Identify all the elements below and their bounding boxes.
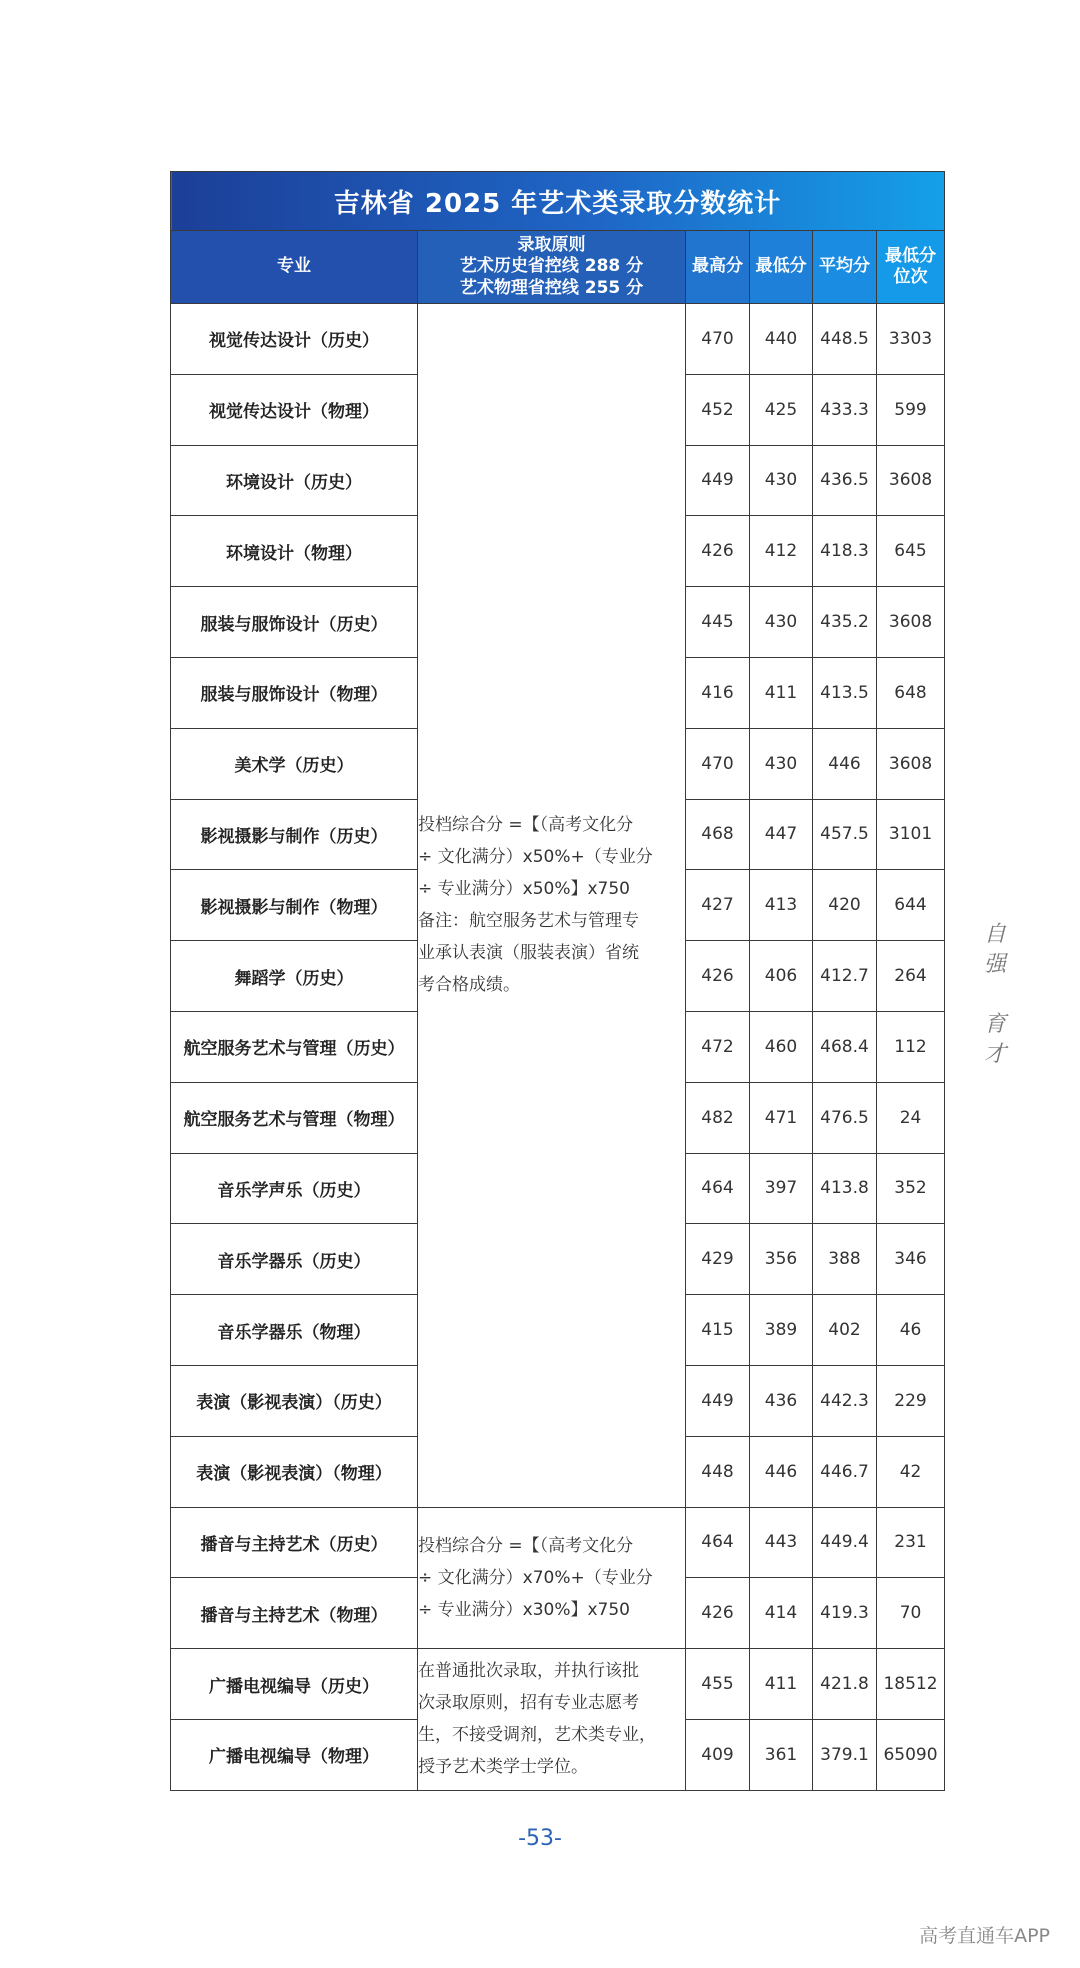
avg-score-cell: 433.3 (813, 374, 877, 445)
max-score-cell: 445 (686, 587, 750, 658)
admission-score-table (170, 171, 945, 1791)
avg-score-cell: 388 (813, 1224, 877, 1295)
min-rank-cell: 352 (877, 1153, 945, 1224)
min-rank-cell: 42 (877, 1436, 945, 1507)
major-cell: 影视摄影与制作（物理） (171, 870, 418, 941)
min-rank-cell: 3608 (877, 728, 945, 799)
max-score-cell: 470 (686, 728, 750, 799)
min-score-cell: 361 (750, 1719, 813, 1790)
rule-text-line: 业承认表演（服装表演）省统 (418, 943, 639, 964)
avg-score-cell: 413.5 (813, 657, 877, 728)
major-cell: 航空服务艺术与管理（物理） (171, 1082, 418, 1153)
admission-rule-cell (418, 1649, 686, 1791)
max-score-cell: 470 (686, 304, 750, 375)
major-cell: 环境设计（历史） (171, 445, 418, 516)
rule-text-line: ÷ 专业满分）x30%】x750 (418, 1599, 631, 1620)
min-score-cell: 447 (750, 799, 813, 870)
header-avg: 平均分 (813, 231, 877, 304)
max-score-cell: 482 (686, 1082, 750, 1153)
min-score-cell: 440 (750, 304, 813, 375)
table-row (171, 304, 945, 375)
stamp-char: 强 (983, 952, 1006, 977)
header-rule-title: 录取原则 (517, 235, 586, 256)
min-rank-cell: 70 (877, 1578, 945, 1649)
major-cell: 环境设计（物理） (171, 516, 418, 587)
avg-score-cell: 419.3 (813, 1578, 877, 1649)
table-title: 吉林省 2025 年艺术类录取分数统计 (171, 172, 945, 231)
min-score-cell: 430 (750, 728, 813, 799)
min-score-cell: 406 (750, 941, 813, 1012)
major-cell: 广播电视编导（物理） (171, 1719, 418, 1790)
table-body (171, 304, 945, 1791)
stamp-char: 育 (983, 1012, 1006, 1037)
max-score-cell: 464 (686, 1507, 750, 1578)
min-rank-cell: 599 (877, 374, 945, 445)
max-score-cell: 449 (686, 445, 750, 516)
avg-score-cell: 446.7 (813, 1436, 877, 1507)
min-score-cell: 397 (750, 1153, 813, 1224)
min-rank-cell: 645 (877, 516, 945, 587)
min-score-cell: 414 (750, 1578, 813, 1649)
major-cell: 广播电视编导（历史） (171, 1649, 418, 1720)
min-score-cell: 411 (750, 657, 813, 728)
max-score-cell: 426 (686, 1578, 750, 1649)
header-rank (877, 231, 945, 304)
header-rank-line-2: 位次 (893, 267, 928, 287)
max-score-cell: 429 (686, 1224, 750, 1295)
header-rule-history-line: 艺术历史省控线 288 分 (459, 256, 644, 277)
min-rank-cell: 18512 (877, 1649, 945, 1720)
min-rank-cell: 3303 (877, 304, 945, 375)
stamp-char: 自 (983, 922, 1006, 947)
avg-score-cell: 418.3 (813, 516, 877, 587)
header-rule-physics-line: 艺术物理省控线 255 分 (459, 277, 644, 298)
major-cell: 音乐学声乐（历史） (171, 1153, 418, 1224)
max-score-cell: 426 (686, 941, 750, 1012)
rule-text-line: 在普通批次录取，并执行该批 (418, 1661, 639, 1682)
stamp-char: 才 (983, 1042, 1006, 1067)
rule-text-line: 投档综合分 =【（高考文化分 (418, 1535, 634, 1556)
header-rule (418, 231, 686, 304)
min-score-cell: 389 (750, 1295, 813, 1366)
avg-score-cell: 457.5 (813, 799, 877, 870)
side-calligraphy-stamp (975, 920, 1015, 1070)
admission-rule-cell (418, 304, 686, 1508)
max-score-cell: 449 (686, 1365, 750, 1436)
major-cell: 服装与服饰设计（物理） (171, 657, 418, 728)
min-rank-cell: 346 (877, 1224, 945, 1295)
major-cell: 表演（影视表演）（历史） (171, 1365, 418, 1436)
min-rank-cell: 112 (877, 1011, 945, 1082)
min-rank-cell: 231 (877, 1507, 945, 1578)
major-cell: 音乐学器乐（物理） (171, 1295, 418, 1366)
min-rank-cell: 65090 (877, 1719, 945, 1790)
max-score-cell: 468 (686, 799, 750, 870)
avg-score-cell: 421.8 (813, 1649, 877, 1720)
major-cell: 舞蹈学（历史） (171, 941, 418, 1012)
header-rank-line-1: 最低分 (885, 245, 937, 266)
header-min: 最低分 (750, 231, 813, 304)
header-row (171, 231, 945, 304)
avg-score-cell: 379.1 (813, 1719, 877, 1790)
major-cell: 影视摄影与制作（历史） (171, 799, 418, 870)
major-cell: 视觉传达设计（历史） (171, 304, 418, 375)
major-cell: 视觉传达设计（物理） (171, 374, 418, 445)
min-score-cell: 430 (750, 445, 813, 516)
min-score-cell: 460 (750, 1011, 813, 1082)
avg-score-cell: 449.4 (813, 1507, 877, 1578)
min-rank-cell: 3608 (877, 587, 945, 658)
min-rank-cell: 46 (877, 1295, 945, 1366)
major-cell: 播音与主持艺术（物理） (171, 1578, 418, 1649)
min-score-cell: 430 (750, 587, 813, 658)
avg-score-cell: 402 (813, 1295, 877, 1366)
table-row (171, 1649, 945, 1720)
avg-score-cell: 442.3 (813, 1365, 877, 1436)
rule-text-line: 投档综合分 =【（高考文化分 (418, 815, 634, 836)
max-score-cell: 448 (686, 1436, 750, 1507)
rule-text-line: ÷ 文化满分）x50%+（专业分 (418, 847, 653, 868)
avg-score-cell: 448.5 (813, 304, 877, 375)
table-row (171, 1507, 945, 1578)
avg-score-cell: 420 (813, 870, 877, 941)
major-cell: 音乐学器乐（历史） (171, 1224, 418, 1295)
major-cell: 航空服务艺术与管理（历史） (171, 1011, 418, 1082)
avg-score-cell: 468.4 (813, 1011, 877, 1082)
avg-score-cell: 436.5 (813, 445, 877, 516)
max-score-cell: 455 (686, 1649, 750, 1720)
max-score-cell: 415 (686, 1295, 750, 1366)
avg-score-cell: 413.8 (813, 1153, 877, 1224)
rule-text-line: 考合格成绩。 (418, 975, 520, 996)
major-cell: 播音与主持艺术（历史） (171, 1507, 418, 1578)
min-rank-cell: 3608 (877, 445, 945, 516)
max-score-cell: 472 (686, 1011, 750, 1082)
rule-text-line: 备注：航空服务艺术与管理专 (418, 911, 639, 932)
min-rank-cell: 24 (877, 1082, 945, 1153)
max-score-cell: 452 (686, 374, 750, 445)
min-rank-cell: 644 (877, 870, 945, 941)
min-score-cell: 446 (750, 1436, 813, 1507)
rule-text-line: ÷ 文化满分）x70%+（专业分 (418, 1567, 653, 1588)
min-score-cell: 425 (750, 374, 813, 445)
min-score-cell: 356 (750, 1224, 813, 1295)
min-score-cell: 443 (750, 1507, 813, 1578)
major-cell: 服装与服饰设计（历史） (171, 587, 418, 658)
rule-text-line: 生，不接受调剂，艺术类专业， (418, 1725, 656, 1746)
page-number: -53- (518, 1826, 562, 1851)
min-score-cell: 412 (750, 516, 813, 587)
min-rank-cell: 229 (877, 1365, 945, 1436)
avg-score-cell: 412.7 (813, 941, 877, 1012)
rule-text-line: 授予艺术类学士学位。 (418, 1757, 588, 1778)
min-score-cell: 471 (750, 1082, 813, 1153)
min-rank-cell: 3101 (877, 799, 945, 870)
header-major: 专业 (171, 231, 418, 304)
major-cell: 美术学（历史） (171, 728, 418, 799)
max-score-cell: 464 (686, 1153, 750, 1224)
min-score-cell: 413 (750, 870, 813, 941)
min-score-cell: 411 (750, 1649, 813, 1720)
max-score-cell: 427 (686, 870, 750, 941)
major-cell: 表演（影视表演）（物理） (171, 1436, 418, 1507)
watermark: 高考直通车APP (919, 1925, 1050, 1947)
rule-text-line: ÷ 专业满分）x50%】x750 (418, 879, 631, 900)
avg-score-cell: 435.2 (813, 587, 877, 658)
min-score-cell: 436 (750, 1365, 813, 1436)
max-score-cell: 409 (686, 1719, 750, 1790)
admission-rule-cell (418, 1507, 686, 1649)
max-score-cell: 416 (686, 657, 750, 728)
min-rank-cell: 648 (877, 657, 945, 728)
min-rank-cell: 264 (877, 941, 945, 1012)
max-score-cell: 426 (686, 516, 750, 587)
avg-score-cell: 476.5 (813, 1082, 877, 1153)
header-max: 最高分 (686, 231, 750, 304)
avg-score-cell: 446 (813, 728, 877, 799)
rule-text-line: 次录取原则，招有专业志愿考 (418, 1693, 639, 1714)
